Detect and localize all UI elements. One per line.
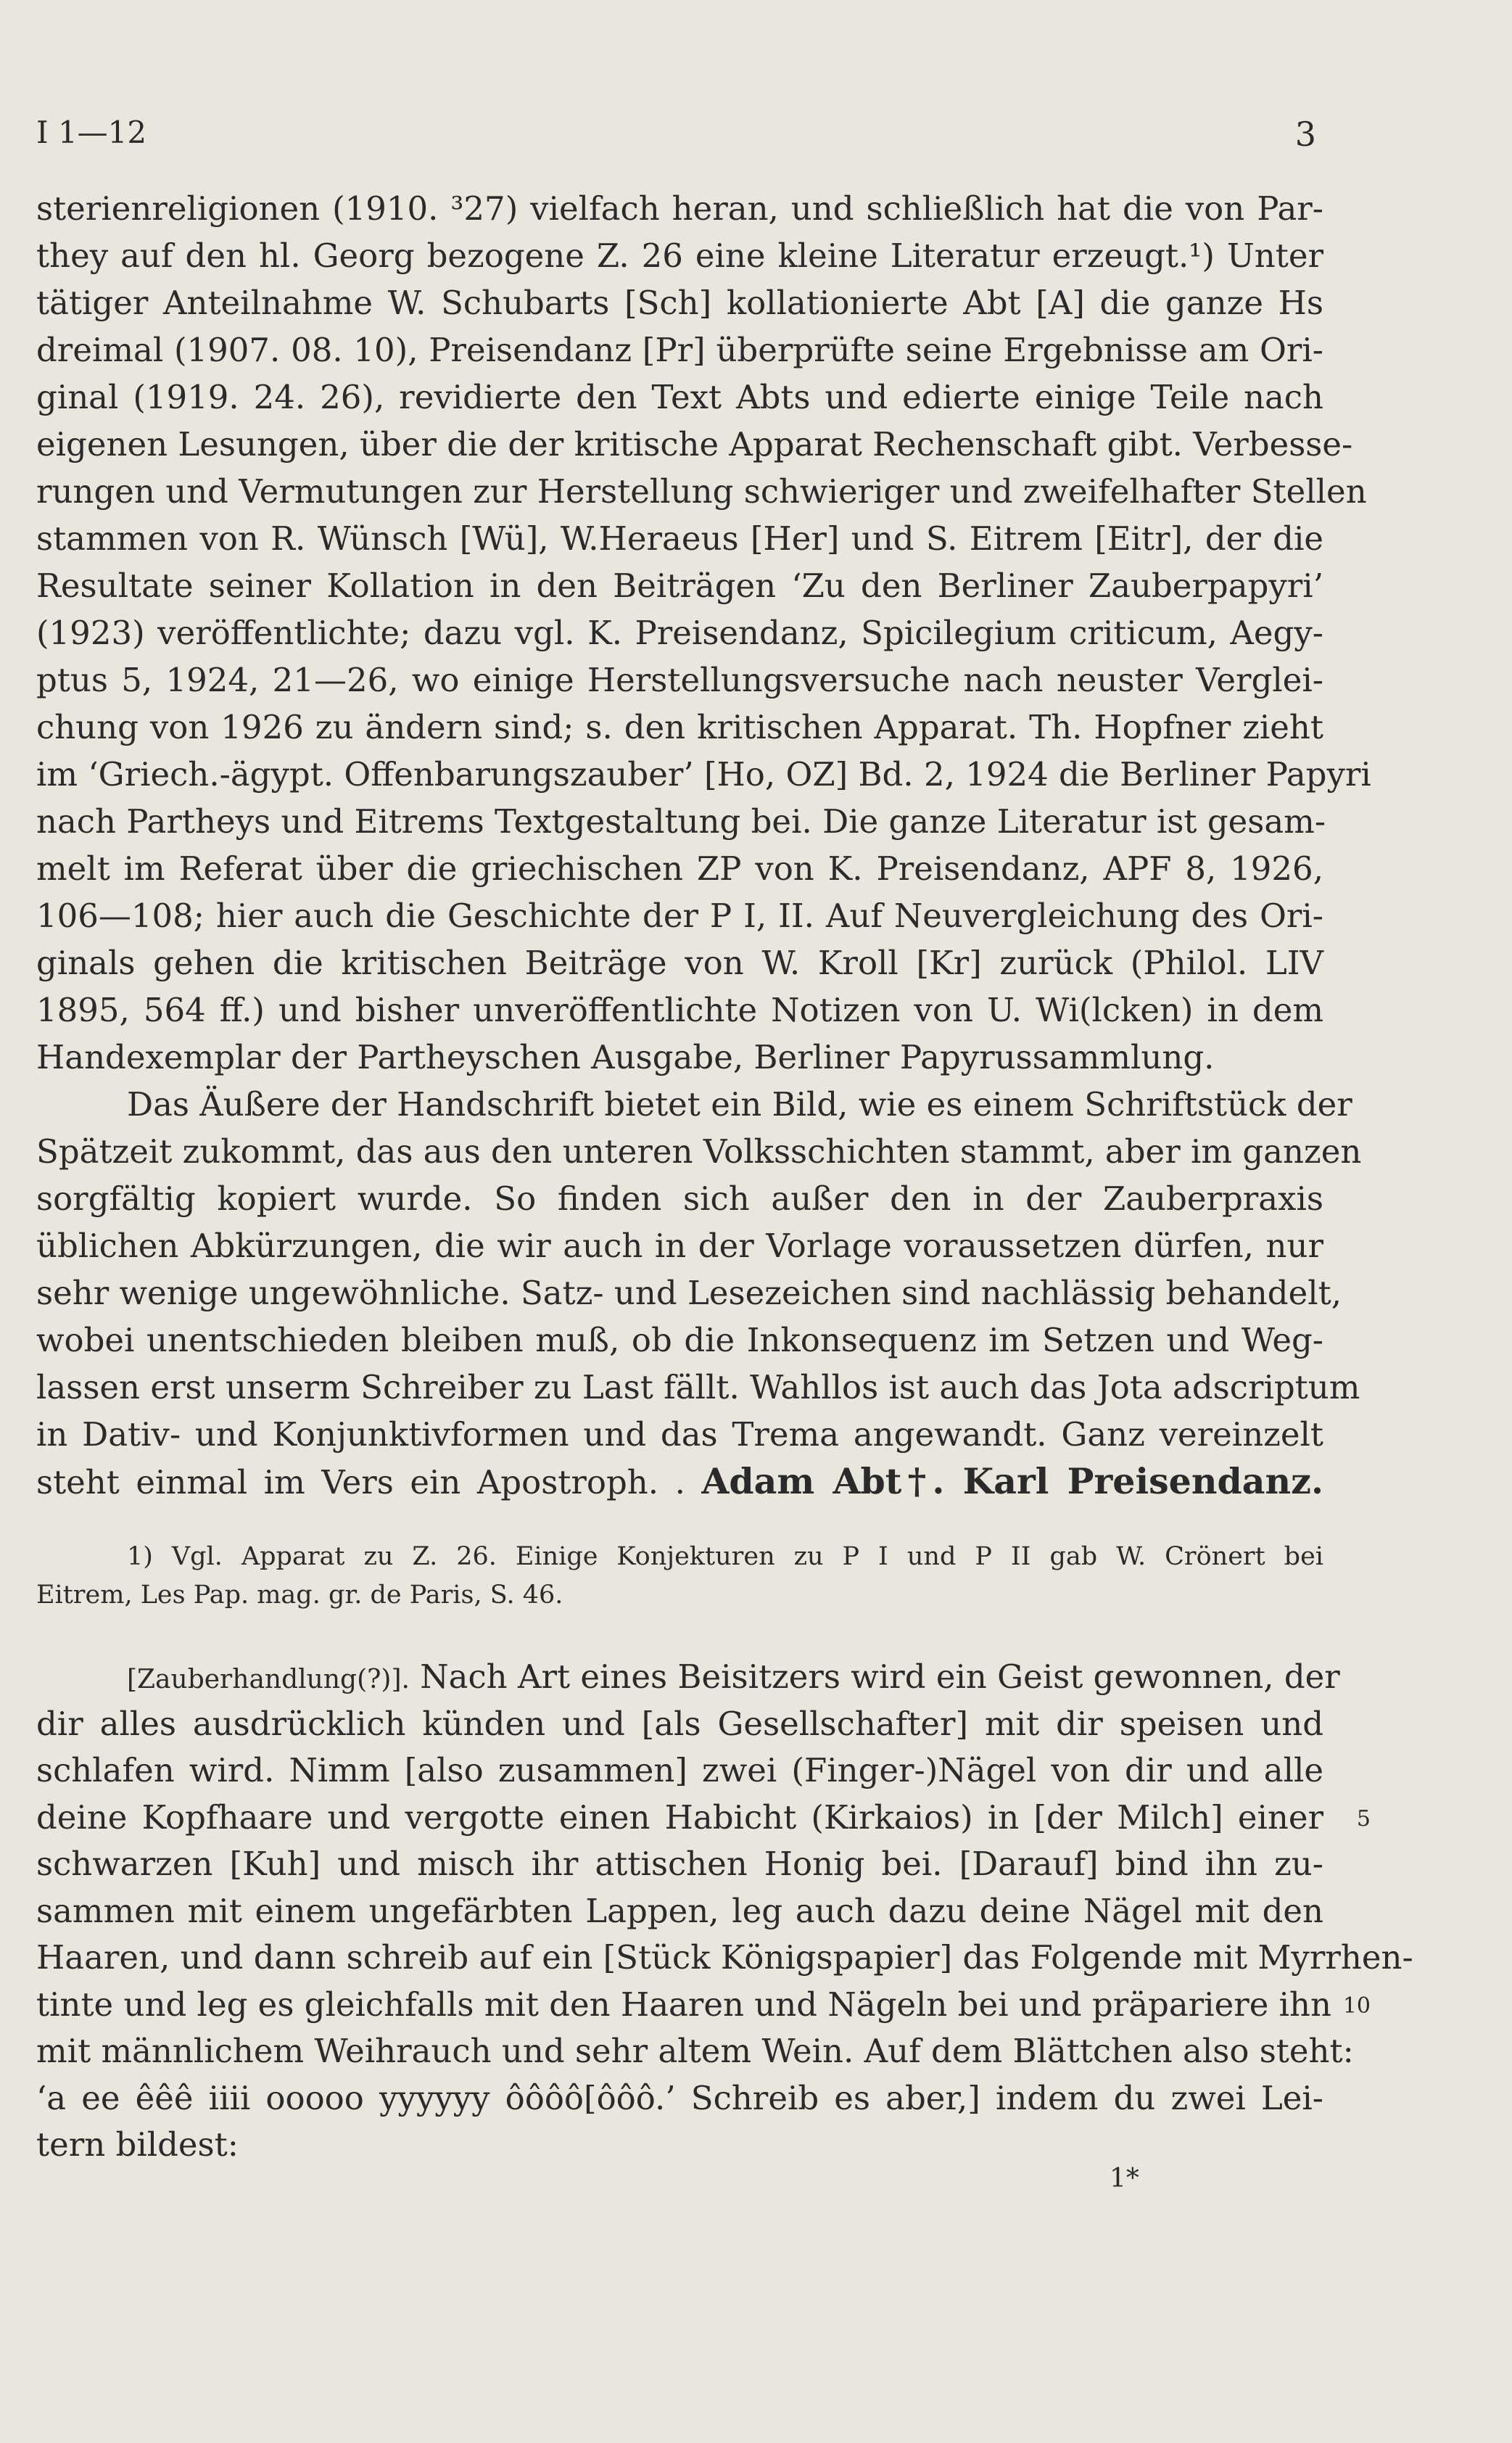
text-line: deine Kopfhaare und vergotte einen Habicht (Kirkaios) in [der Milch] einer: [36, 1797, 1323, 1837]
text-line: mit männlichem Weihrauch und sehr altem Wein. Auf dem Blättchen also steht:: [36, 2032, 1354, 2070]
text-line: Nach Art eines Beisitzers wird ein Geist gewonnen, der: [420, 1657, 1340, 1696]
text-line: stammen von R. Wünsch [Wü], W.Heraeus [Her] und S. Eitrem [Eitr], der die: [36, 519, 1323, 558]
text-line: im ‘Griech.-ägypt. Offenbarungszauber’ [Ho, OZ] Bd. 2, 1924 die Berliner Papyri: [36, 755, 1371, 794]
line-number-10: 10: [1342, 1993, 1371, 2019]
footnote-line: Eitrem, Les Pap. mag. gr. de Paris, S. 46.: [36, 1581, 563, 1610]
text-line: eigenen Lesungen, über die der kritische Apparat Rechenschaft gibt. Verbesse-: [36, 425, 1353, 464]
text-line: steht einmal im Vers ein Apostroph.: [36, 1463, 659, 1501]
text-line: Handexemplar der Partheyschen Ausgabe, Berliner Papyrussammlung.: [36, 1038, 1215, 1076]
text-line: chung von 1926 zu ändern sind; s. den kritischen Apparat. Th. Hopfner zieht: [36, 708, 1323, 746]
text-line: rungen und Vermutungen zur Herstellung schwieriger und zweifelhafter Stellen: [36, 472, 1367, 511]
text-line: in Dativ- und Konjunktivformen und das Trema angewandt. Ganz vereinzelt: [36, 1415, 1323, 1454]
text-line: (1923) veröffentlichte; dazu vgl. K. Preisendanz, Spicilegium criticum, Aegy-: [36, 614, 1323, 652]
author-signature: Adam Abt†. Karl Preisendanz.: [701, 1460, 1324, 1502]
section-range: I 1—12: [36, 115, 147, 150]
text-line: Spätzeit zukommt, das aus den unteren Volksschichten stammt, aber im ganzen: [36, 1132, 1362, 1171]
dot-mark: .: [674, 1463, 685, 1501]
text-line: sterienreligionen (1910. ³27) vielfach heran, und schließlich hat die von Par-: [36, 189, 1323, 228]
line-number-5: 5: [1356, 1806, 1371, 1832]
text-line: sehr wenige ungewöhnliche. Satz- und Lesezeichen sind nachlässig behandelt,: [36, 1274, 1342, 1312]
sheet-signature: 1*: [1110, 2164, 1139, 2193]
text-line: Haaren, und dann schreib auf ein [Stück Königspapier] das Folgende mit Myrrhen-: [36, 1938, 1413, 1977]
text-line: 1895, 564 ff.) und bisher unveröffentlichte Notizen von U. Wi(lcken) in dem: [36, 991, 1323, 1029]
text-line: dir alles ausdrücklich künden und [als Gesellschafter] mit dir speisen und: [36, 1704, 1323, 1743]
signature-line: [36, 1458, 1323, 1505]
footnote-line: 1) Vgl. Apparat zu Z. 26. Einige Konjekturen zu P I und P II gab W. Crönert bei: [127, 1542, 1323, 1571]
text-line: lassen erst unserm Schreiber zu Last fällt. Wahllos ist auch das Jota adscriptum: [36, 1368, 1360, 1406]
text-line: ‘a ee êêê iiii ooooo yyyyyy ôôôô[ôôô.’ Schreib es aber,] indem du zwei Lei-: [36, 2078, 1323, 2117]
text-line: sammen mit einem ungefärbten Lappen, leg auch dazu deine Nägel mit den: [36, 1891, 1323, 1930]
section-heading: [Zauberhandlung(?)].: [127, 1665, 410, 1694]
introduction-text: [36, 185, 1371, 1505]
page-number: 3: [1294, 115, 1316, 154]
text-line: tätiger Anteilnahme W. Schubarts [Sch] kollationierte Abt [A] die ganze Hs: [36, 284, 1323, 322]
text-line: ginals gehen die kritischen Beiträge von W. Kroll [Kr] zurück (Philol. LIV: [36, 944, 1323, 982]
text-line: wobei unentschieden bleiben muß, ob die Inkonsequenz im Setzen und Weg-: [36, 1321, 1323, 1359]
text-line: üblichen Abkürzungen, die wir auch in der Vorlage voraussetzen dürfen, nur: [36, 1227, 1323, 1265]
text-line: Resultate seiner Kollation in den Beiträgen ‘Zu den Berliner Zauberpapyri’: [36, 567, 1323, 605]
text-line: 106—108; hier auch die Geschichte der P I, II. Auf Neuvergleichung des Ori-: [36, 897, 1323, 935]
text-line: sorgfältig kopiert wurde. So finden sich außer den in der Zauberpraxis: [36, 1179, 1323, 1218]
translation-first-line: [36, 1654, 1340, 1701]
text-line: tern bildest:: [36, 2125, 239, 2164]
text-line: tinte und leg es gleichfalls mit den Haaren und Nägeln bei und präpariere ihn: [36, 1985, 1332, 2024]
text-line: dreimal (1907. 08. 10), Preisendanz [Pr] überprüfte seine Ergebnisse am Ori-: [36, 331, 1323, 369]
text-line: schwarzen [Kuh] und misch ihr attischen Honig bei. [Darauf] bind ihn zu-: [36, 1845, 1323, 1883]
text-line: ptus 5, 1924, 21—26, wo einige Herstellungsversuche nach neuster Verglei-: [36, 661, 1323, 699]
text-line: nach Partheys und Eitrems Textgestaltung bei. Die ganze Literatur ist gesam-: [36, 802, 1326, 841]
running-header: [36, 115, 1316, 158]
text-line: they auf den hl. Georg bezogene Z. 26 eine kleine Literatur erzeugt.¹) Unter: [36, 236, 1323, 275]
text-line: schlafen wird. Nimm [also zusammen] zwei (Finger-)Nägel von dir und alle: [36, 1751, 1323, 1789]
text-line: ginal (1919. 24. 26), revidierte den Text Abts und edierte einige Teile nach: [36, 378, 1323, 416]
footnote: [36, 1538, 1323, 1615]
text-line: melt im Referat über die griechischen ZP von K. Preisendanz, APF 8, 1926,: [36, 849, 1323, 888]
text-line: Das Äußere der Handschrift bietet ein Bild, wie es einem Schriftstück der: [127, 1085, 1352, 1124]
